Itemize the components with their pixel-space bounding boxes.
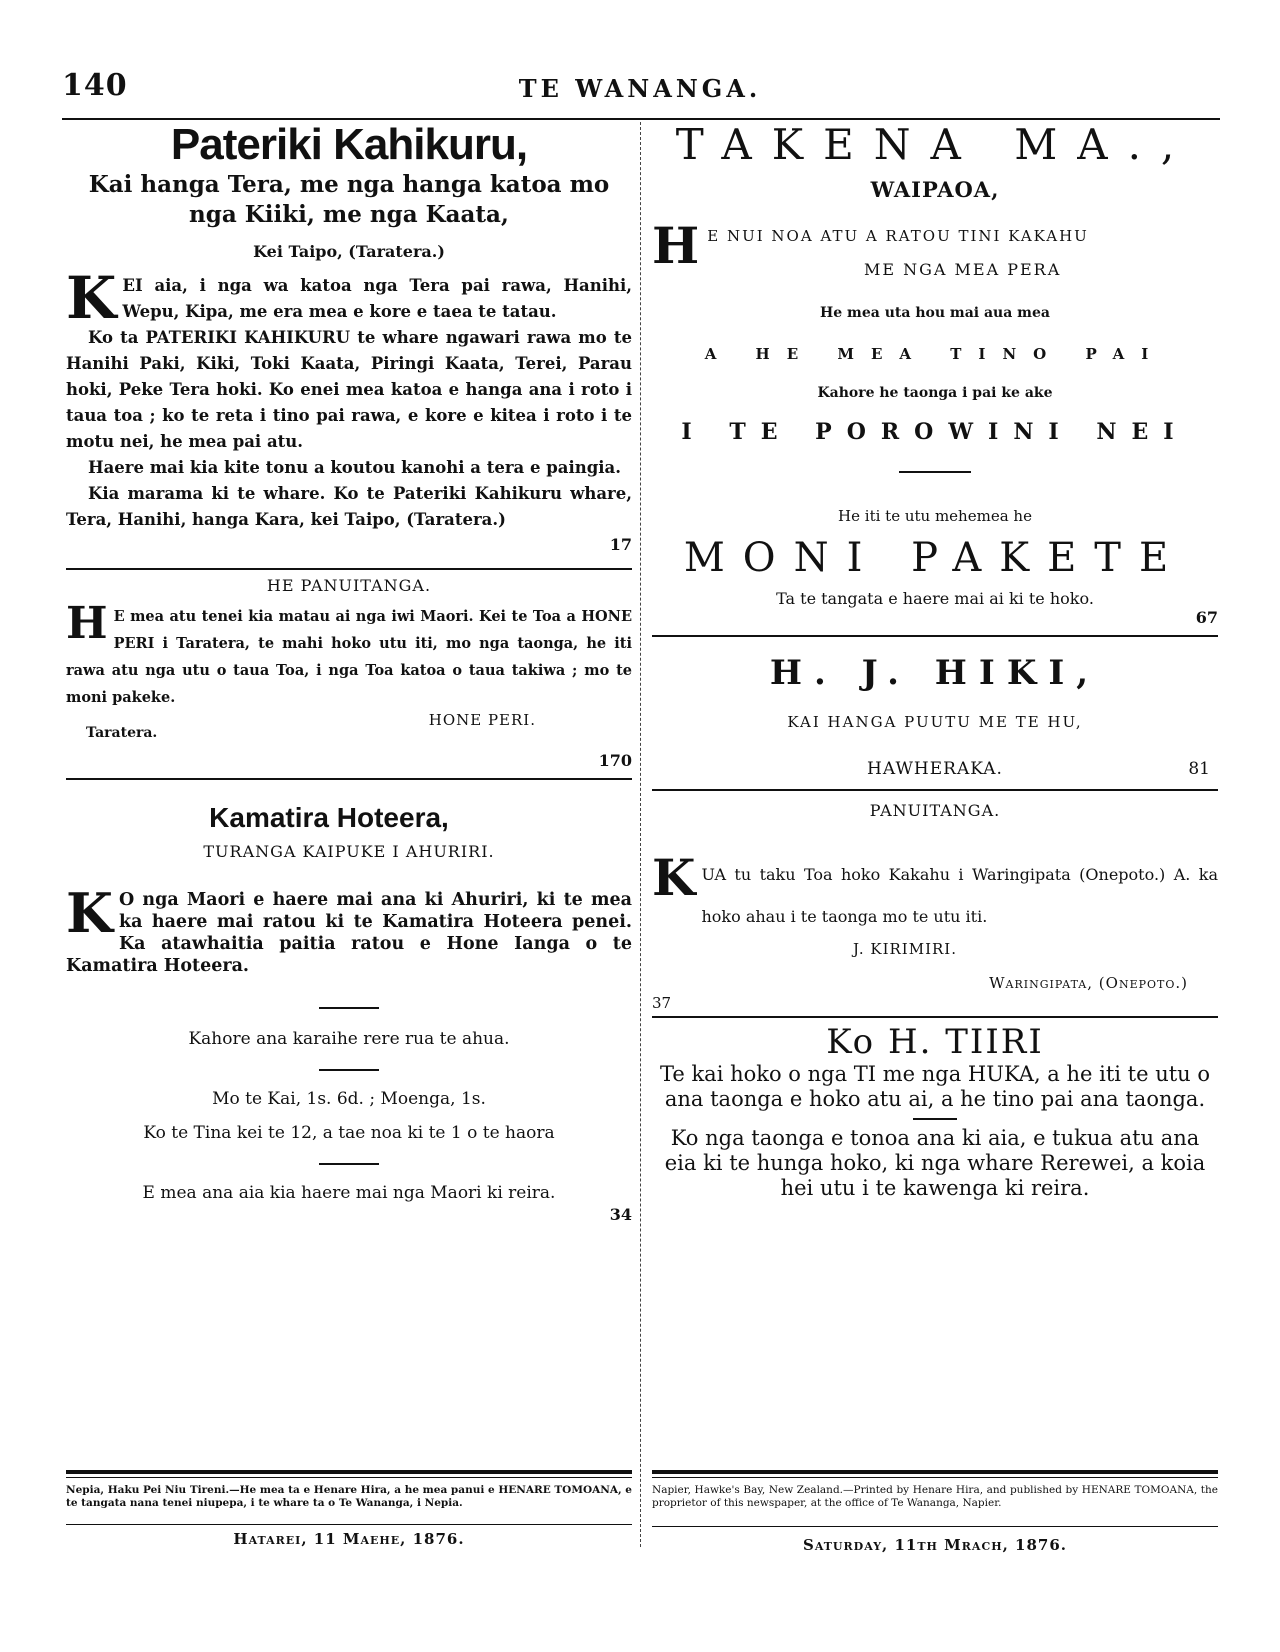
ad-number: 17 [609, 535, 632, 554]
dropcap: K [66, 264, 117, 332]
page-number: 140 [62, 68, 128, 103]
ad-number: 37 [652, 994, 672, 1012]
short-rule [899, 471, 971, 473]
takena-line-5: Kahore he taonga i pai ke ake [817, 385, 1053, 401]
right-column [652, 118, 1218, 1201]
ad-panuitanga-waringipata [652, 801, 1218, 1012]
kamatira-line-2: Mo te Kai, 1s. 6d. ; Moenga, 1s. [212, 1089, 486, 1109]
panuitanga-place: Taratera. [86, 725, 158, 741]
ad-pateriki [66, 120, 632, 554]
section-rule [66, 568, 632, 570]
ad-kamatira [66, 802, 632, 1224]
dropcap: H [652, 216, 702, 275]
takena-line-2: ME NGA MEA PERA [863, 260, 1062, 279]
hiki-title: H. J. HIKI, [769, 653, 1101, 693]
kamatira-subtitle: TURANGA KAIPUKE I AHURIRI. [203, 842, 495, 861]
ad-tiiri [652, 1022, 1218, 1201]
ad-takena [652, 120, 1218, 627]
short-rule [319, 1069, 379, 1071]
takena-line-7: He iti te utu mehemea he [838, 507, 1032, 525]
dropcap: H [66, 598, 108, 649]
pateriki-para-4: Kia marama ki te whare. Ko te Pateriki Kahikuru whare, Tera, Hanihi, hanga Kara, kei Taipo, (Taratera.) [66, 484, 632, 529]
footer-imprint-maori: Nepia, Haku Pei Niu Tireni.—He mea ta e Henare Hira, a he mea panui e HENARE TOMOANA, e te tangata nana tenei niupepa, i te whare ta o Te Wananga, i Nepia. [66, 1484, 632, 1509]
tiiri-title: Ko H. TIIRI [826, 1022, 1044, 1062]
pateriki-subtitle: Kai hanga Tera, me nga hanga katoa mo nga Kiiki, me nga Kaata, [88, 171, 610, 228]
pateriki-location: Kei Taipo, (Taratera.) [253, 242, 445, 261]
takena-title: TAKENA MA., [675, 120, 1195, 169]
takena-line-1: E NUI NOA ATU A RATOU TINI KAKAHU [707, 227, 1089, 245]
section-rule [66, 778, 632, 780]
footer-rule [652, 1477, 1218, 1478]
footer-rule [66, 1524, 632, 1525]
short-rule [913, 1118, 957, 1120]
panuitanga2-signature: J. KIRIMIRI. [852, 940, 957, 958]
panuitanga-body: E mea atu tenei kia matau ai nga iwi Maori. Kei te Toa a HONE PERI i Taratera, te mahi hoko utu iti, mo nga taonga, he iti rawa atu nga utu o taua Toa, i nga Toa katoa o taua takiwa ; mo te moni pakeke. [66, 608, 632, 706]
column-divider [640, 122, 642, 1547]
takena-place: WAIPAOA, [870, 177, 1000, 202]
pateriki-title: Pateriki Kahikuru, [170, 120, 528, 169]
takena-line-4: A HE MEA TINO PAI [704, 345, 1166, 363]
ad-number: 34 [609, 1205, 632, 1224]
pateriki-para-3: Haere mai kia kite tonu a koutou kanohi a tera e paingia. [88, 458, 621, 477]
short-rule [319, 1007, 379, 1009]
short-rule [319, 1163, 379, 1165]
footer-date-english: Saturday, 11th Mrach, 1876. [802, 1536, 1068, 1554]
takena-line-3: He mea uta hou mai aua mea [820, 305, 1050, 321]
footer-rule [66, 1477, 632, 1478]
kamatira-line-1: Kahore ana karaihe rere rua te ahua. [188, 1029, 510, 1049]
hiki-subtitle: KAI HANGA PUUTU ME TE HU, [787, 713, 1083, 731]
tiiri-para-2: Ko nga taonga e tonoa ana ki aia, e tukua atu ana eia ki te hunga hoko, ki nga whare Rerewei, a koia hei utu i te kawenga ki reira. [664, 1126, 1206, 1200]
kamatira-line-3: Ko te Tina kei te 12, a tae noa ki te 1 o te haora [143, 1123, 555, 1143]
footer-rule [652, 1526, 1218, 1527]
ad-he-panuitanga [66, 576, 632, 770]
masthead-title: TE WANANGA. [518, 74, 762, 103]
ad-number: 81 [1188, 759, 1210, 779]
left-column [66, 118, 632, 1224]
takena-line-9: Ta te tangata e haere mai ai ki te hoko. [776, 589, 1094, 608]
section-rule [652, 1016, 1218, 1018]
panuitanga2-heading: PANUITANGA. [869, 801, 1001, 820]
tiiri-para-1: Te kai hoko o nga TI me nga HUKA, a he iti te utu o ana taonga e hoko atu ai, a he tino pai ana taonga. [659, 1062, 1211, 1111]
ad-number: 67 [1195, 608, 1218, 627]
panuitanga2-body: UA tu taku Toa hoko Kakahu i Waringipata (Onepoto.) A. ka hoko ahau i te taonga mo te utu iti. [701, 865, 1218, 926]
kamatira-title: Kamatira Hoteera, [209, 802, 449, 833]
dropcap: K [66, 881, 113, 945]
kamatira-line-4: E mea ana aia kia haere mai nga Maori ki reira. [142, 1183, 556, 1203]
dropcap: K [652, 848, 696, 907]
takena-line-8: MONI PAKETE [683, 535, 1187, 581]
footer-rule [652, 1470, 1218, 1474]
ad-hiki [652, 653, 1218, 789]
takena-line-6: I TE POROWINI NEI [681, 419, 1189, 445]
panuitanga-heading: HE PANUITANGA. [266, 576, 432, 595]
footer-rule [66, 1470, 632, 1474]
ad-number: 170 [598, 751, 632, 770]
panuitanga2-place: Waringipata, (Onepoto.) [989, 974, 1188, 992]
footer-date-maori: Hatarei, 11 Maehe, 1876. [233, 1530, 465, 1548]
pateriki-para-1: EI aia, i nga wa katoa nga Tera pai rawa, Hanihi, Wepu, Kipa, me era mea e kore e taea te tatau. [122, 276, 632, 321]
pateriki-para-2: Ko ta PATERIKI KAHIKURU te whare ngawari rawa mo te Hanihi Paki, Kiki, Toki Kaata, Piringi Kaata, Terei, Parau hoki, Peke Tera hoki. Ko enei mea katoa e hanga ana i roto i taua toa ; ko te reta i tino pai rawa, e kore e kitea i roto i te motu nei, he mea pai atu. [66, 328, 632, 451]
section-rule [652, 789, 1218, 791]
footer-imprint-english: Napier, Hawke's Bay, New Zealand.—Printed by Henare Hira, and published by HENARE TOMOANA, the proprietor of this newspaper, at the office of Te Wananga, Napier. [652, 1484, 1218, 1509]
kamatira-body: O nga Maori e haere mai ana ki Ahuriri, ki te mea ka haere mai ratou ki te Kamatira Hoteera penei. Ka atawhaitia paitia ratou e Hone Ianga o te Kamatira Hoteera. [66, 890, 632, 976]
hiki-place: HAWHERAKA. [867, 759, 1003, 779]
panuitanga-signature: HONE PERI. [428, 711, 536, 729]
section-rule [652, 635, 1218, 637]
